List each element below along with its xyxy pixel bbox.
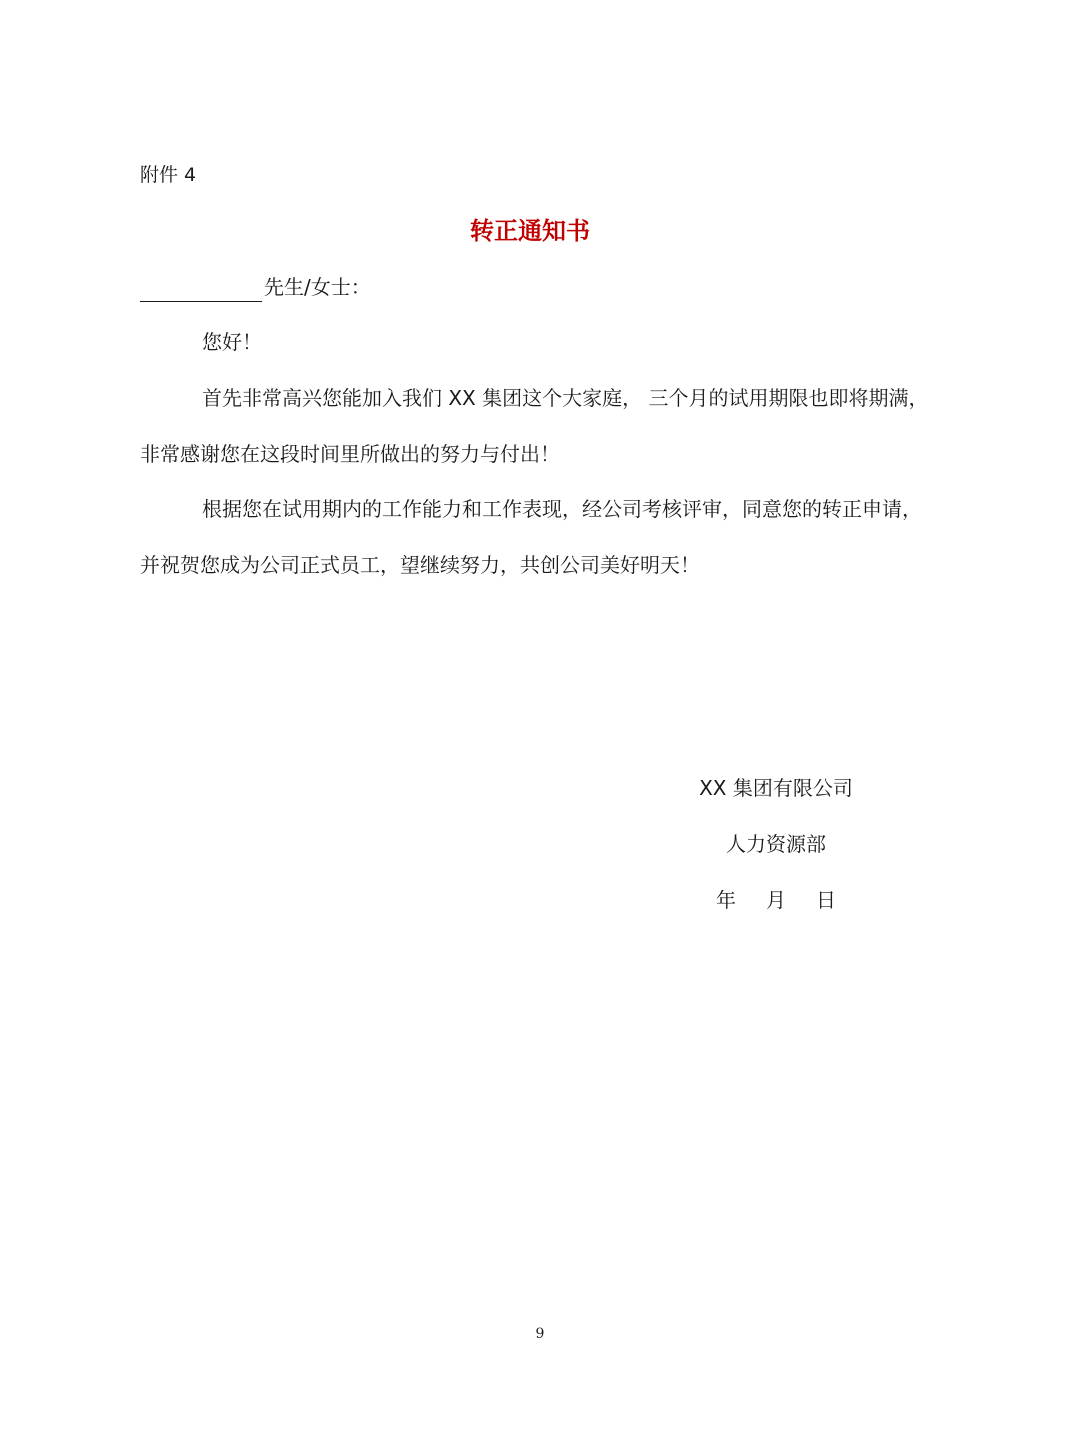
signature-department: 人力资源部 [726, 832, 826, 856]
salutation-text: 先生/女士： [264, 275, 371, 299]
attachment-label: 附件 4 [140, 164, 197, 186]
paragraph-1-line-1: 首先非常高兴您能加入我们 XX 集团这个大家庭， 三个月的试用期限也即将期满， [202, 386, 929, 410]
document-title: 转正通知书 [470, 217, 590, 245]
date-day-label: 日 [816, 888, 836, 912]
salutation-line [140, 272, 371, 302]
name-blank-field [140, 279, 262, 302]
page-number: 9 [535, 1326, 545, 1342]
paragraph-2-line-2: 并祝贺您成为公司正式员工，望继续努力，共创公司美好明天！ [140, 553, 700, 577]
paragraph-2-line-1: 根据您在试用期内的工作能力和工作表现，经公司考核评审，同意您的转正申请， [202, 497, 922, 521]
paragraph-1-line-2: 非常感谢您在这段时间里所做出的努力与付出！ [140, 442, 560, 466]
signature-company: XX 集团有限公司 [699, 776, 853, 800]
signature-date [680, 885, 872, 915]
date-year-label: 年 [716, 888, 736, 912]
date-month-label: 月 [766, 888, 786, 912]
greeting: 您好！ [202, 330, 262, 354]
